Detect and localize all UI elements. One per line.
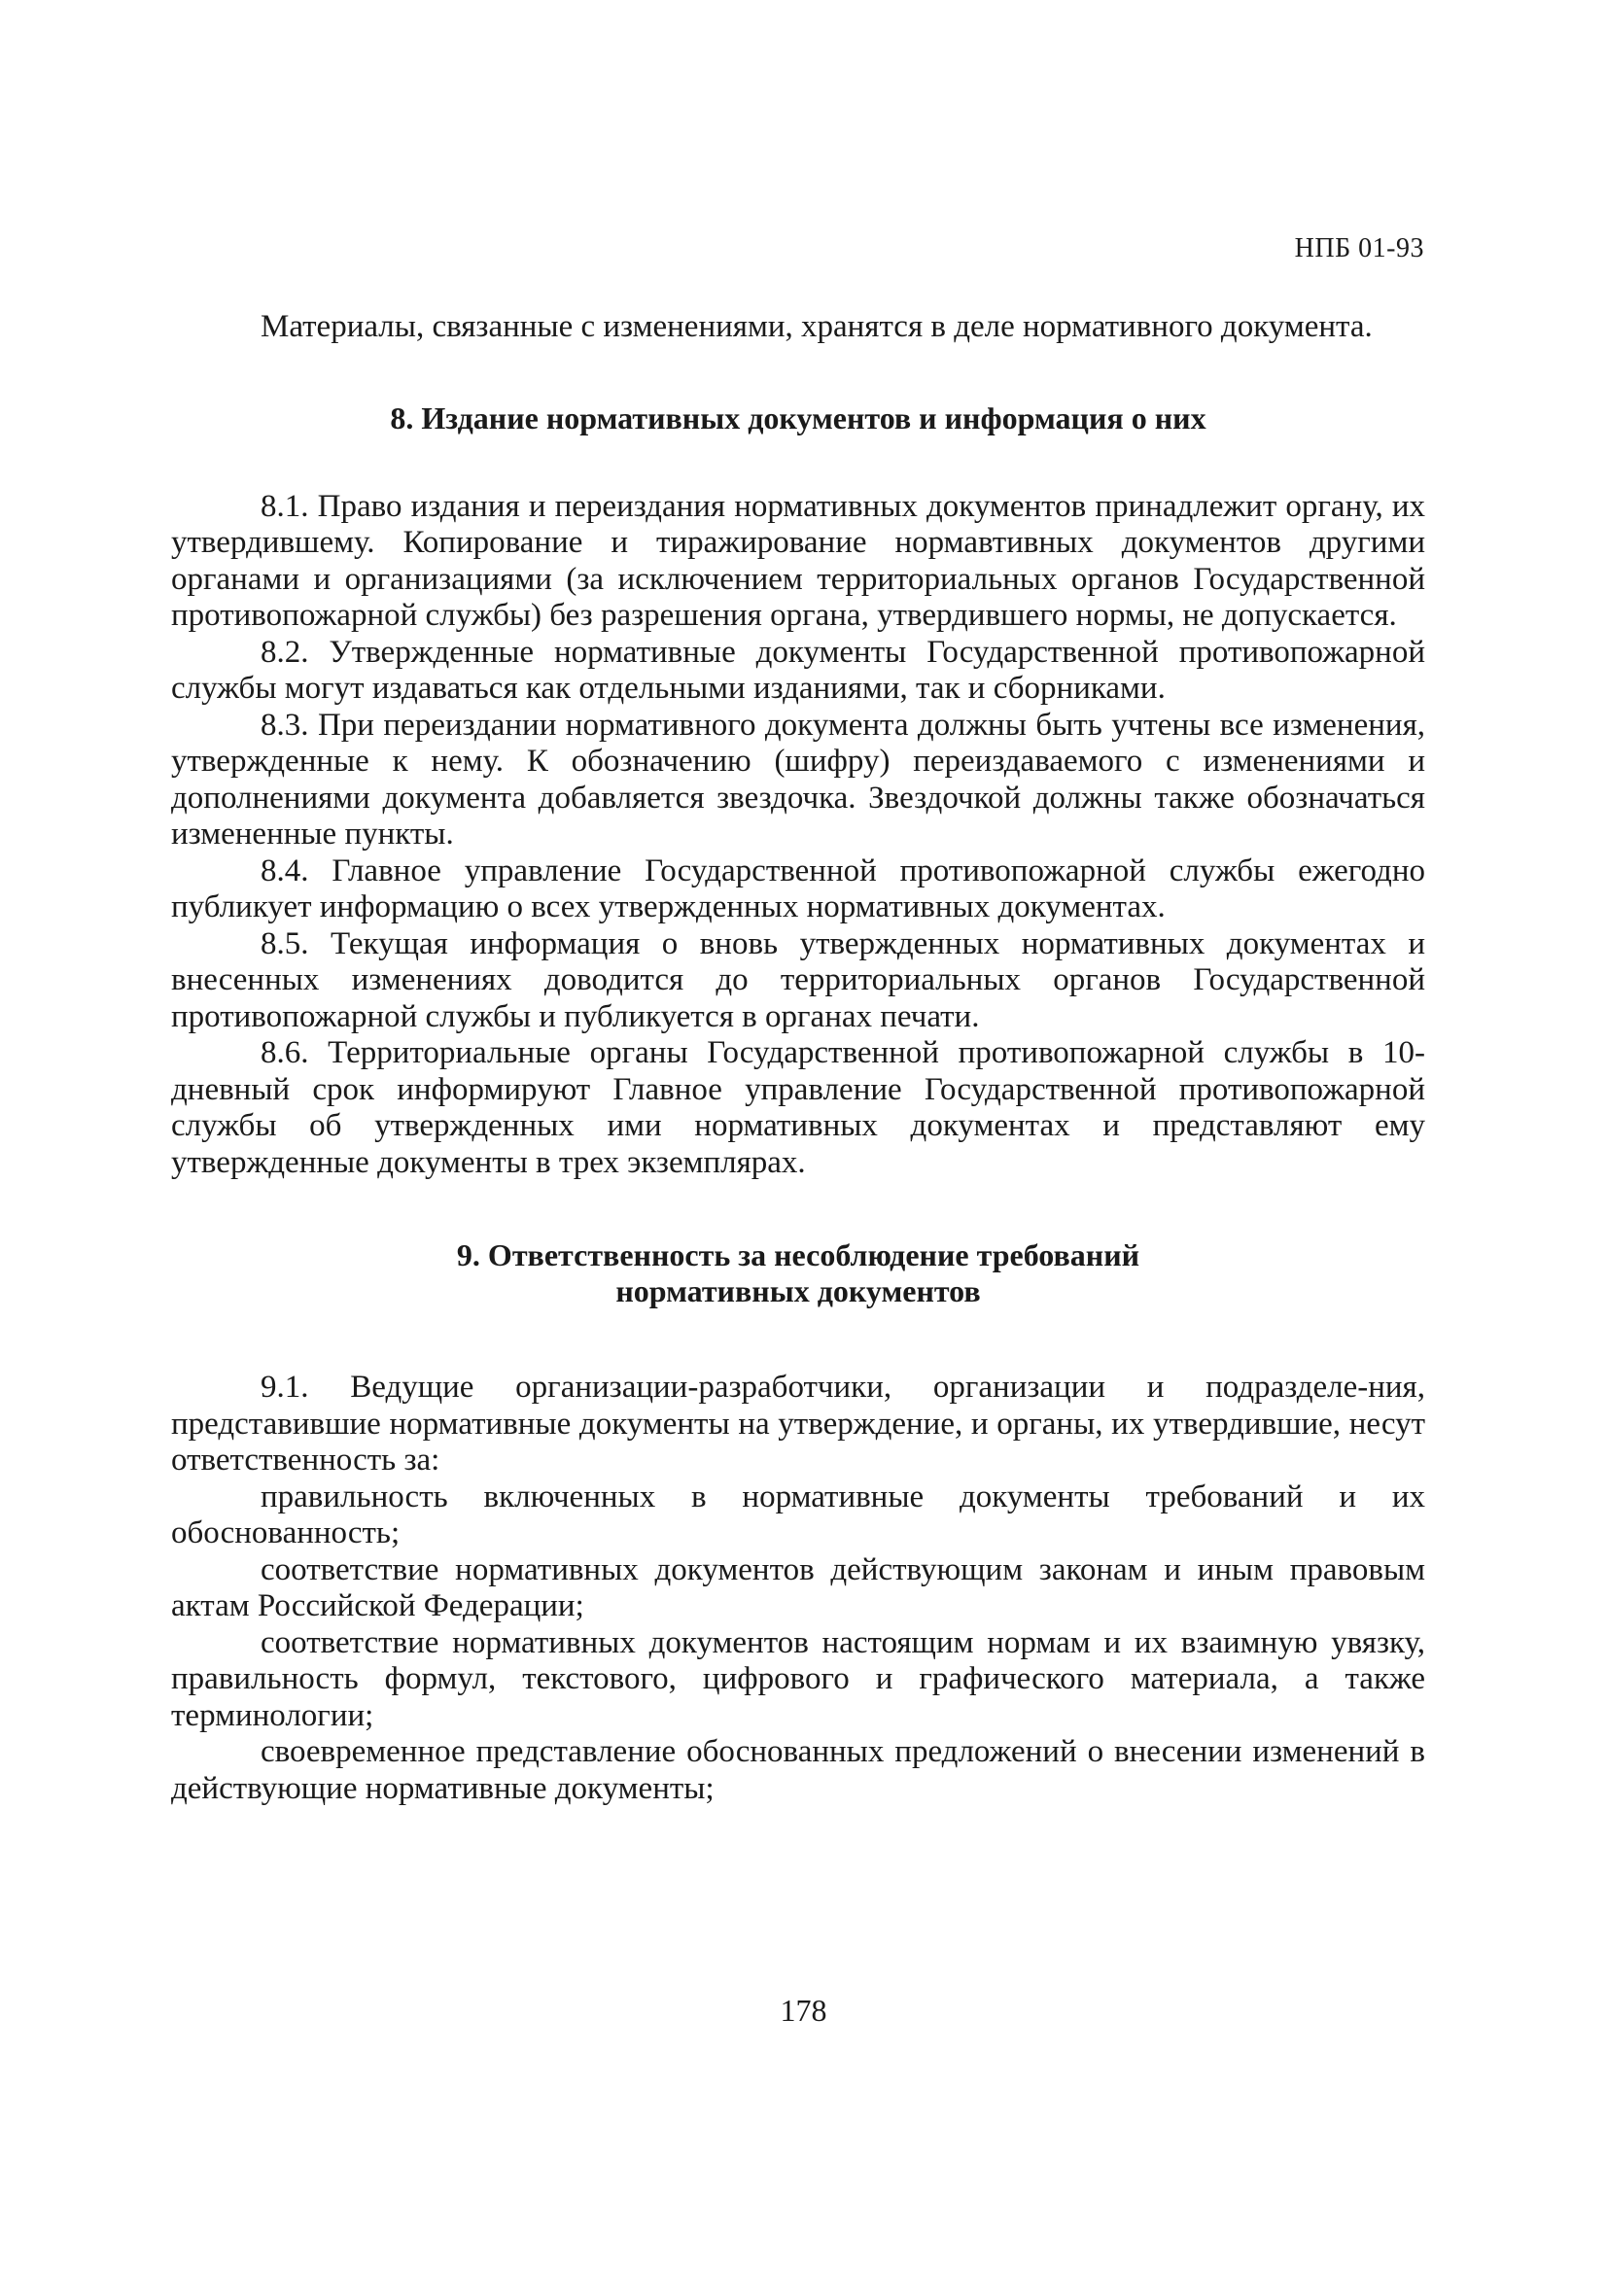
paragraph-8-2: 8.2. Утвержденные нормативные документы Государственной противопожарной службы могут издаваться как отдельными изданиями, так и сборниками.: [171, 634, 1425, 706]
intro-paragraph: Материалы, связанные с изменениями, хранятся в деле нормативного документа.: [261, 309, 1373, 344]
section-8-heading: 8. Издание нормативных документов и информация о них: [390, 400, 1206, 435]
list-item-timely-proposals: своевременное представление обоснованных предложений о внесении изменений в действующие нормативные документы;: [171, 1734, 1425, 1806]
list-item-compliance-norms: соответствие нормативных документов настоящим нормам и их взаимную увязку, правильность формул, текстового, цифрового и графического материала, а также терминологии;: [171, 1624, 1425, 1733]
document-body: [171, 309, 1425, 1807]
paragraph-8-1: 8.1. Право издания и переиздания нормативных документов принадлежит органу, их утвердившему. Копирование и тиражирование нормавтивных документов другими органами и организациями (за исключением территориальных органов Государственной противопожарной службы) без разрешения органа, утвердившего нормы, не допускается.: [171, 488, 1425, 633]
paragraph-8-5: 8.5. Текущая информация о вновь утвержденных нормативных документах и внесенных изменениях доводится до территориальных органов Государственной противопожарной службы и публикуется в органах печати.: [171, 925, 1425, 1034]
list-item-compliance-laws: соответствие нормативных документов действующим законам и иным правовым актам Российской Федерации;: [171, 1551, 1425, 1623]
page-number: 178: [780, 1993, 827, 2028]
paragraph-9-1: 9.1. Ведущие организации-разработчики, организации и подразделе-ния, представившие нормативные документы на утверждение, и органы, их утвердившие, несут ответственность за:: [171, 1370, 1425, 1478]
paragraph-8-4: 8.4. Главное управление Государственной противопожарной службы ежегодно публикует информацию о всех утвержденных нормативных документах.: [171, 852, 1425, 924]
section-9-heading-line-1: 9. Ответственность за несоблюдение требований: [456, 1237, 1140, 1272]
section-9-heading: [171, 1237, 1425, 1309]
paragraph-8-3: 8.3. При переиздании нормативного документа должны быть учтены все изменения, утвержденные к нему. К обозначению (шифру) переиздаваемого с изменениями и дополнениями документа добавляется звездочка. Звездочкой должны также обозначаться измененные пункты.: [171, 707, 1425, 852]
paragraph-8-6: 8.6. Территориальные органы Государственной противопожарной службы в 10-дневный срок информируют Главное управление Государственной противопожарной службы об утвержденных ими нормативных документах и представляют ему утвержденные документы в трех экземплярах.: [171, 1035, 1425, 1180]
list-item-correctness: правильность включенных в нормативные документы требований и их обоснованность;: [171, 1478, 1425, 1550]
section-9-heading-line-2: нормативных документов: [615, 1273, 981, 1308]
document-code: НПБ 01-93: [1294, 233, 1424, 263]
